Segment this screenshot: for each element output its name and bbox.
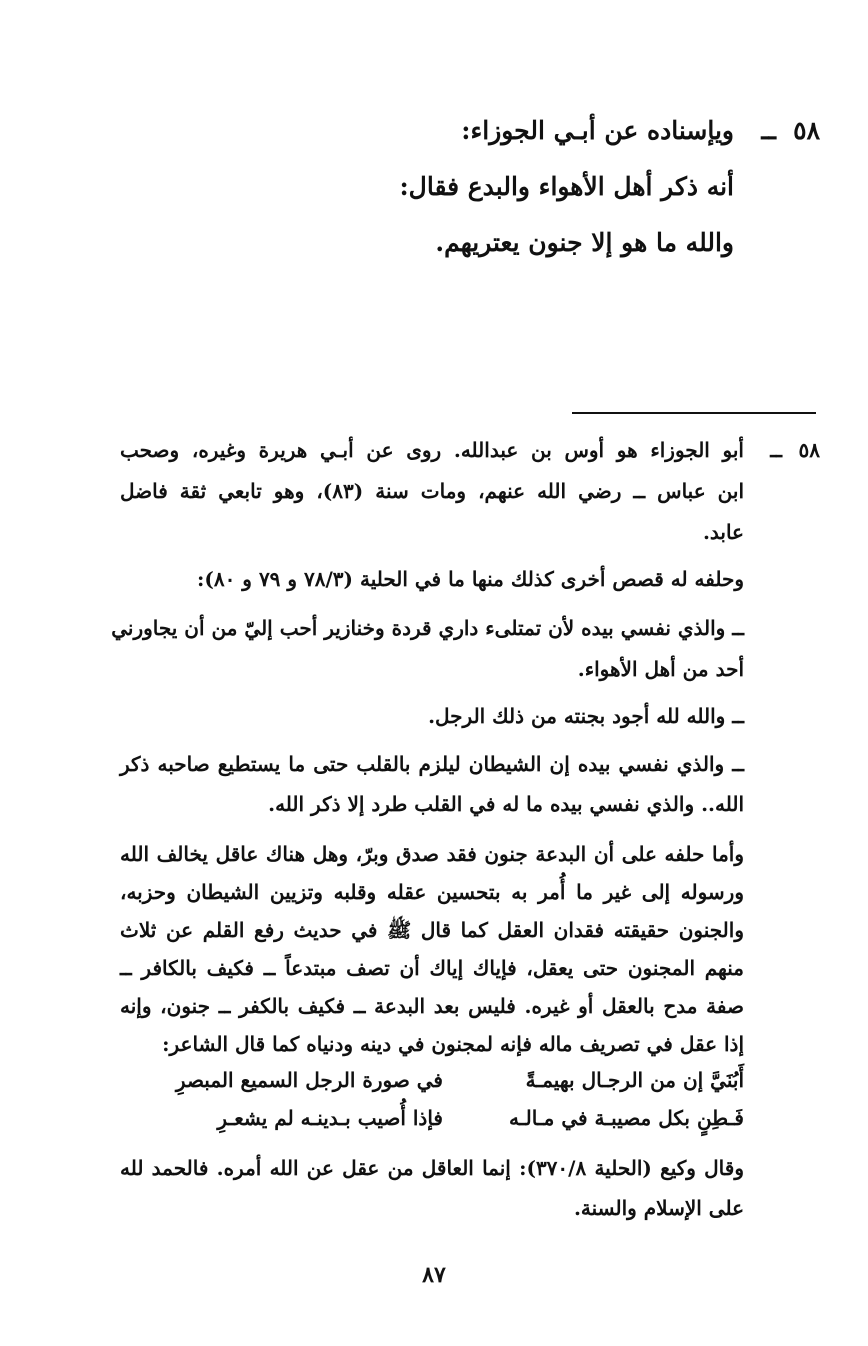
footnote-p1-line-2: ابن عباس ــ رضي الله عنهم، ومات سنة (٨٣)، وهو تابعي ثقة فاضل [120,479,744,503]
footnote-p5-line-2: الله.. والذي نفسي بيده ما له في القلب طرد إلا ذكر الله. [268,792,744,816]
footnote-p2-line-1: وحلفه له قصص أخرى كذلك منها ما في الحلية (٧٨/٣ و ٧٩ و ٨٠): [197,567,744,591]
footnote-entry-dash-text: ــ [770,438,782,462]
footnote-p4-line-1: ــ والله لله أجود بجنته من ذلك الرجل. [428,704,744,728]
footnote-p7-line-2: على الإسلام والسنة. [573,1196,744,1220]
main-entry-number-text: ٥٨ [793,116,820,145]
footnote-entry-number [799,438,820,462]
footnote-p3-line-1: ــ والذي نفسي بيده لأن تمتلىء داري قردة وخنازير أحب إليّ من أن يجاورني [111,616,744,640]
footnote-p6-line-5: صفة مدح بالعقل أو غيره. فليس بعد البدعة ــ فكيف بالكفر ــ جنون، وإنه [120,994,744,1018]
footnote-p6-line-6: إذا عقل في تصريف ماله فإنه لمجنون في دينه ودنياه كما قال الشاعر: [162,1032,744,1056]
footnote-entry-dash [770,438,782,462]
main-entry-dash [761,116,776,145]
verse-2-first-hemistich: فَـطِنٍ بكل مصيبـة في مـالـه [509,1106,744,1130]
page-number: ٨٧ [422,1262,446,1288]
main-line-3: والله ما هو إلا جنون يعتريهم. [435,228,734,257]
footnote-p1-line-1: أبو الجوزاء هو أوس بن عبدالله. روى عن أبـي هريرة وغيره، وصحب [120,438,744,462]
main-entry-dash-text: ــ [761,116,776,145]
footnote-p6-line-2: ورسوله إلى غير ما أُمر به بتحسين عقله وقلبه وتزيين الشيطان وحزبه، [120,880,744,904]
footnote-entry-number-text: ٥٨ [798,438,820,462]
footnote-p7-line-1: وقال وكيع (الحلية ٣٧٠/٨): إنما العاقل من عقل عن الله أمره. فالحمد لله [120,1156,744,1180]
main-line-2: أنه ذكر أهل الأهواء والبدع فقال: [399,172,734,201]
verse-1-first-hemistich: أَبُنَيَّ إن من الرجـال بهيمـةً [525,1068,744,1092]
verse-2-second-hemistich: فإذا أُصيب بـدينـه لم يشعـرِ [217,1106,443,1130]
footnote-p5-line-1: ــ والذي نفسي بيده إن الشيطان ليلزم بالقلب حتى ما يستطيع صاحبه ذكر [120,752,744,776]
footnote-p6-line-3: والجنون حقيقته فقدان العقل كما قال ﷺ في حديث رفع القلم عن ثلاث [120,918,744,942]
footnote-p6-line-1: وأما حلفه على أن البدعة جنون فقد صدق وبرّ، وهل هناك عاقل يخالف الله [120,842,744,866]
verse-1-second-hemistich: في صورة الرجل السميع المبصرِ [175,1068,443,1092]
footnote-p6-line-4: منهم المجنون حتى يعقل، فإياك إياك أن تصف مبتدعاً ــ فكيف بالكافر ــ [120,956,744,980]
main-entry-number [793,116,820,145]
footnote-separator [572,412,816,414]
main-line-1: ويإسناده عن أبـي الجوزاء: [461,116,734,145]
footnote-p3-line-2: أحد من أهل الأهواء. [577,657,744,681]
footnote-p1-line-3: عابد. [702,520,744,544]
